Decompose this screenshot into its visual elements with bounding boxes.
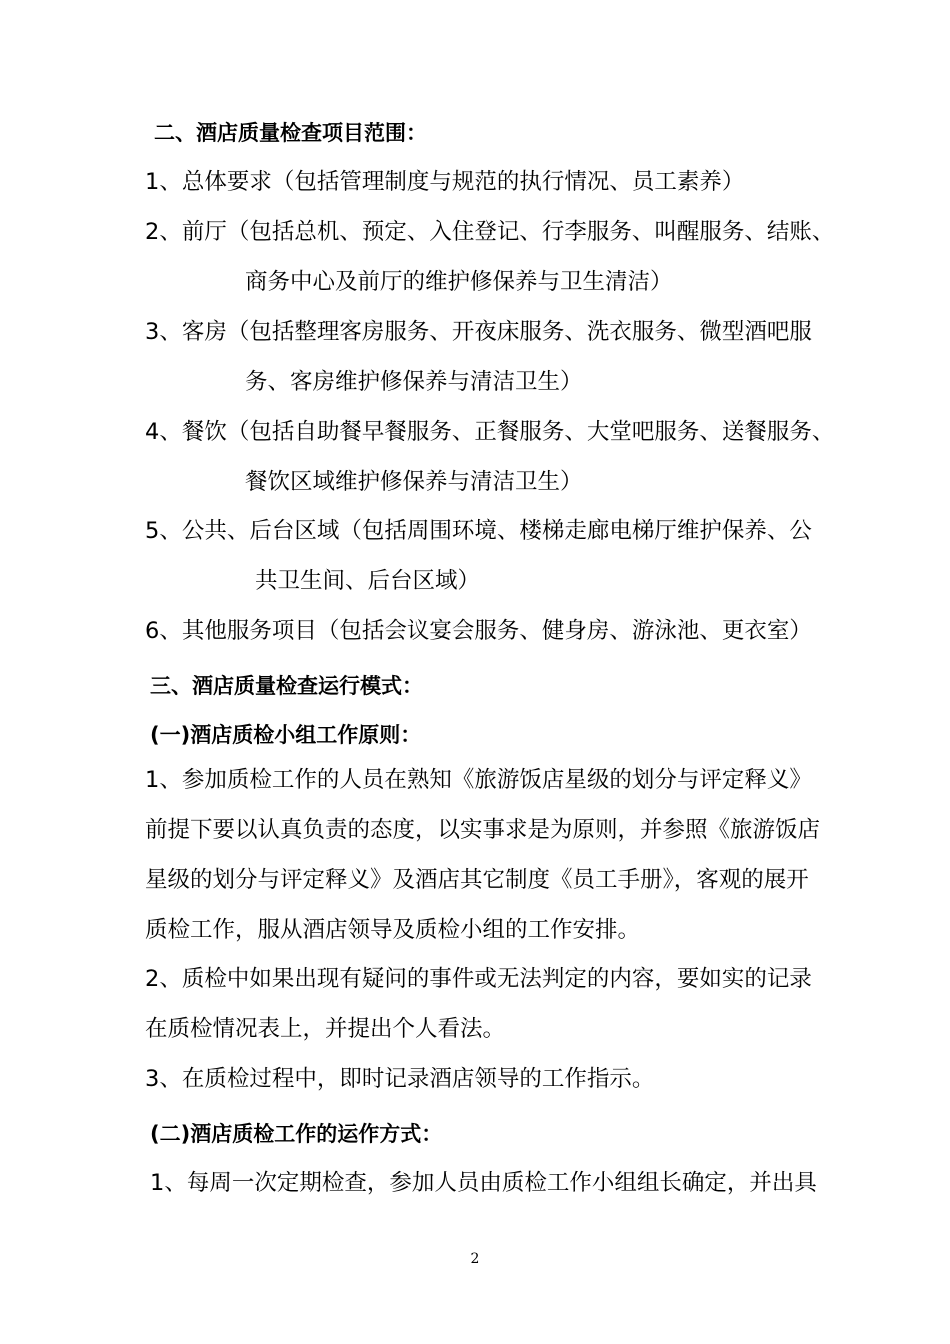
paragraph-line: 4、餐饮（包括自助餐早餐服务、正餐服务、大堂吧服务、送餐服务、	[145, 419, 835, 445]
paragraph-line: 1、每周一次定期检查，参加人员由质检工作小组组长确定，并出具	[150, 1170, 817, 1196]
section-heading-mode: 三、酒店质量检查运行模式：	[150, 674, 423, 698]
paragraph-line: 2、质检中如果出现有疑问的事件或无法判定的内容，要如实的记录	[145, 966, 812, 992]
paragraph-line: 共卫生间、后台区域）	[255, 568, 481, 594]
paragraph-line: 5、公共、后台区域（包括周围环境、楼梯走廊电梯厅维护保养、公	[145, 518, 812, 544]
paragraph-line: 1、参加质检工作的人员在熟知《旅游饭店星级的划分与评定释义》	[145, 767, 812, 793]
paragraph-line: 2、前厅（包括总机、预定、入住登记、行李服务、叫醒服务、结账、	[145, 219, 835, 245]
section-heading-scope: 二、酒店质量检查项目范围：	[154, 121, 427, 145]
paragraph-line: 前提下要以认真负责的态度，以实事求是为原则，并参照《旅游饭店	[145, 817, 821, 843]
paragraph-line: 3、在质检过程中，即时记录酒店领导的工作指示。	[145, 1066, 655, 1092]
paragraph-line: 6、其他服务项目（包括会议宴会服务、健身房、游泳池、更衣室）	[145, 618, 812, 644]
paragraph-line: 餐饮区域维护修保养与清洁卫生）	[245, 469, 583, 495]
paragraph-line: 3、客房（包括整理客房服务、开夜床服务、洗衣服务、微型酒吧服	[145, 319, 812, 345]
paragraph-line: 质检工作，服从酒店领导及质检小组的工作安排。	[145, 917, 641, 943]
subsection-heading-principles: (一)酒店质检小组工作原则：	[150, 723, 422, 747]
page-number: 2	[470, 1251, 480, 1267]
paragraph-line: 1、总体要求（包括管理制度与规范的执行情况、员工素养）	[145, 169, 745, 195]
paragraph-line: 星级的划分与评定释义》及酒店其它制度《员工手册》，客观的展开	[145, 867, 809, 893]
paragraph-line: 务、客房维护修保养与清洁卫生）	[245, 369, 583, 395]
subsection-heading-operation: (二)酒店质检工作的运作方式：	[150, 1122, 443, 1146]
paragraph-line: 在质检情况表上，并提出个人看法。	[145, 1016, 506, 1042]
paragraph-line: 商务中心及前厅的维护修保养与卫生清洁）	[245, 269, 673, 295]
